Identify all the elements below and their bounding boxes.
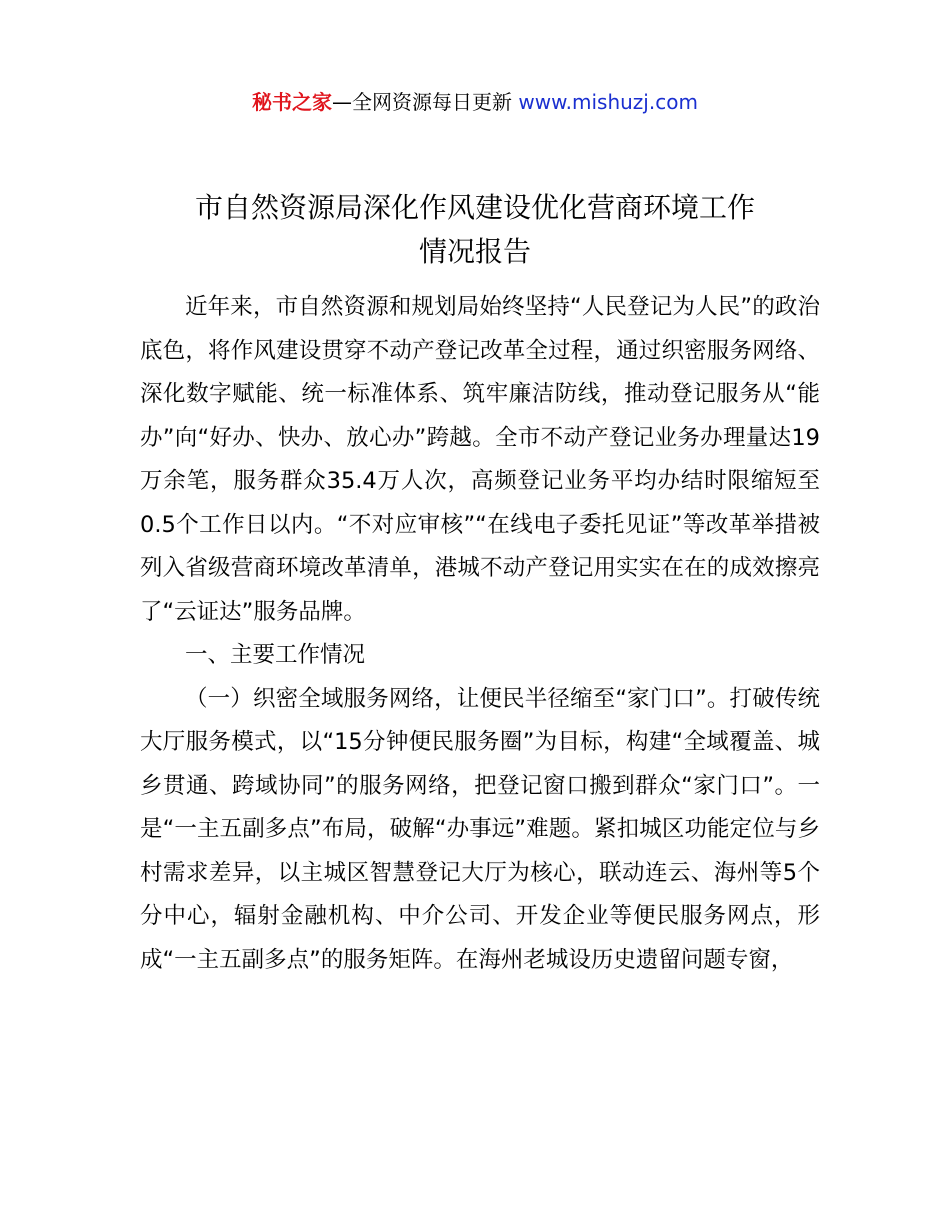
subsection-paragraph: （一）织密全域服务网络，让便民半径缩至“家门口”。打破传统大厅服务模式，以“15分钟便民服务圈”为目标，构建“全域覆盖、城乡贯通、跨域协同”的服务网络，把登记窗口搬到群众“家门口”。一是“一主五副多点”布局，破解“办事远”难题。紧扣城区功能定位与乡村需求差异，以主城区智慧登记大厅为核心，联动连云、海州等5个分中心，辐射金融机构、中介公司、开发企业等便民服务网点，形成“一主五副多点”的服务矩阵。在海州老城设历史遗留问题专窗， bbox=[140, 685, 820, 973]
intro-paragraph: 近年来，市自然资源和规划局始终坚持“人民登记为人民”的政治底色，将作风建设贯穿不动产登记改革全过程，通过织密服务网络、深化数字赋能、统一标准体系、筑牢廉洁防线，推动登记服务从“能办”向“好办、快办、放心办”跨越。全市不动产登记业务办理量达19万余笔，服务群众35.4万人次，高频登记业务平均办结时限缩短至0.5个工作日以内。“不对应审核”“在线电子委托见证”等改革举措被列入省级营商环境改革清单，港城不动产登记用实实在在的成效擦亮了“云证达”服务品牌。 bbox=[140, 294, 820, 625]
header-tagline: —全网资源每日更新 bbox=[332, 90, 513, 114]
section-heading: 一、主要工作情况 bbox=[185, 642, 366, 668]
title-line-1: 市自然资源局深化作风建设优化营商环境工作 bbox=[194, 191, 755, 224]
document-title bbox=[60, 186, 890, 274]
site-url-link[interactable]: www.mishuzj.com bbox=[518, 90, 698, 114]
site-header bbox=[0, 88, 950, 116]
document-body bbox=[140, 286, 820, 982]
title-line-2: 情况报告 bbox=[418, 235, 531, 268]
brand-name: 秘书之家 bbox=[252, 90, 333, 114]
